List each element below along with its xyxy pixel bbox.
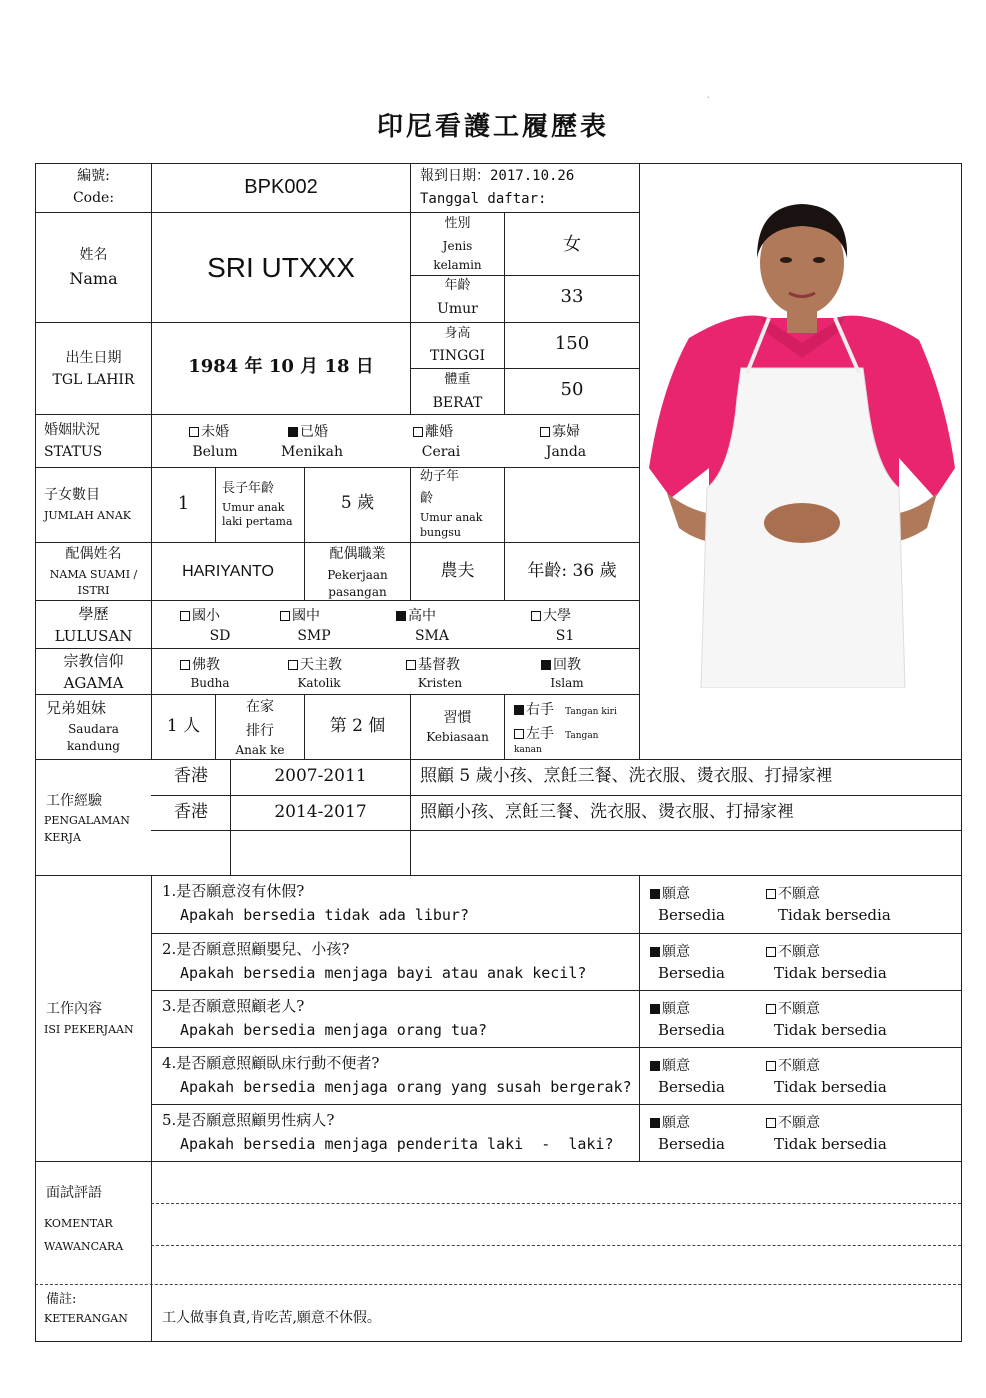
- unwilling-option: [766, 1056, 820, 1074]
- marital-option-0: [189, 422, 229, 440]
- marital-label-zh: 婚姻狀況: [44, 422, 100, 438]
- marital-checkbox-3[interactable]: [540, 427, 550, 437]
- willing-zh: 願意: [662, 944, 690, 960]
- experience-years: 2014-2017: [274, 802, 367, 822]
- marital-option-2: [413, 422, 453, 440]
- unwilling-id: Tidak bersedia: [774, 964, 887, 982]
- name-value: SRI UTXXX: [207, 252, 355, 283]
- spouse-job-label-zh: 配偶職業: [329, 546, 386, 562]
- unwilling-zh: 不願意: [778, 886, 820, 902]
- willing-id: Bersedia: [658, 1021, 725, 1039]
- unwilling-zh: 不願意: [778, 1001, 820, 1017]
- marital-option-zh: 未婚: [201, 424, 229, 440]
- remarks-label-zh: 備註:: [46, 1292, 77, 1307]
- education-option-id: S1: [555, 628, 575, 644]
- work-label-zh: 工作內容: [46, 1001, 102, 1017]
- religion-option-zh: 天主教: [300, 657, 342, 673]
- experience-place: 香港: [174, 802, 208, 822]
- unwilling-zh: 不願意: [778, 944, 820, 960]
- willing-checkbox[interactable]: [650, 947, 660, 957]
- unwilling-zh: 不願意: [778, 1058, 820, 1074]
- willing-zh: 願意: [662, 1001, 690, 1017]
- education-checkbox-1[interactable]: [280, 611, 290, 621]
- question-zh: 2.是否願意照顧嬰兒、小孩?: [162, 940, 350, 958]
- education-option-zh: 大學: [543, 608, 571, 624]
- willing-zh: 願意: [662, 1058, 690, 1074]
- weight-value: 50: [560, 379, 584, 400]
- religion-option-zh: 佛教: [192, 657, 220, 673]
- unwilling-option: [766, 942, 820, 960]
- question-id: Apakah bersedia menjaga bayi atau anak kecil?: [180, 964, 587, 982]
- willing-id: Bersedia: [658, 964, 725, 982]
- unwilling-zh: 不願意: [778, 1115, 820, 1131]
- children-label-zh: 子女數目: [44, 487, 100, 503]
- question-zh: 5.是否願意照顧男性病人?: [162, 1111, 335, 1129]
- right-hand-checkbox[interactable]: [514, 705, 524, 715]
- willing-checkbox[interactable]: [650, 1004, 660, 1014]
- eldest-label-zh: 長子年齡: [222, 481, 275, 496]
- siblings-count: 1 人: [166, 716, 201, 736]
- religion-option-id: Islam: [550, 676, 584, 690]
- question-id: Apakah bersedia menjaga orang tua?: [180, 1021, 488, 1039]
- religion-option-id: Budha: [190, 676, 230, 690]
- religion-checkbox-1[interactable]: [288, 660, 298, 670]
- marital-option-id: Janda: [545, 444, 587, 460]
- unwilling-option: [766, 999, 820, 1017]
- siblings-label-zh: 兄弟姐妹: [46, 699, 107, 717]
- siblings-label-id2: kandung: [67, 739, 120, 753]
- left-hand-zh: 左手: [526, 726, 554, 742]
- experience-place: 香港: [174, 766, 208, 786]
- marital-option-zh: 寡婦: [552, 424, 580, 440]
- marital-checkbox-2[interactable]: [413, 427, 423, 437]
- eldest-label-id1: Umur anak: [222, 501, 285, 514]
- spouse-label-zh: 配偶姓名: [65, 546, 122, 562]
- unwilling-id: Tidak bersedia: [774, 1135, 887, 1153]
- right-hand-option: [514, 700, 617, 718]
- willing-zh: 願意: [662, 886, 690, 902]
- height-label-zh: 身高: [444, 326, 471, 341]
- interview-label-id2: WAWANCARA: [44, 1240, 124, 1253]
- question-id: Apakah bersedia tidak ada libur?: [180, 906, 469, 924]
- question-zh: 3.是否願意照顧老人?: [162, 997, 305, 1015]
- marital-checkbox-1[interactable]: [288, 427, 298, 437]
- siblings-label-id1: Saudara: [68, 722, 119, 736]
- weight-label-zh: 體重: [444, 372, 471, 387]
- education-option-0: [180, 606, 220, 624]
- spouse-age: 年齡: 36 歲: [527, 561, 617, 581]
- religion-label-zh: 宗教信仰: [63, 652, 124, 670]
- education-checkbox-2[interactable]: [396, 611, 406, 621]
- question-id: Apakah bersedia menjaga penderita laki - laki?: [180, 1135, 614, 1153]
- youngest-label-id1: Umur anak: [420, 511, 483, 524]
- remarks-value: 工人做事負責,肯吃苦,願意不休假。: [162, 1310, 381, 1326]
- willing-id: Bersedia: [658, 906, 725, 924]
- applicant-photo: [649, 168, 955, 688]
- birth-label-zh: 出生日期: [65, 350, 122, 366]
- spouse-job-label-id2: pasangan: [328, 585, 387, 599]
- education-option-id: SMP: [297, 628, 331, 644]
- left-hand-id1: Tangan: [565, 731, 599, 741]
- willing-id: Bersedia: [658, 1135, 725, 1153]
- experience-years: 2007-2011: [274, 766, 367, 786]
- youngest-label-id2: bungsu: [420, 526, 461, 539]
- eldest-label-id2: laki pertama: [222, 515, 293, 528]
- spouse-job-label-id1: Pekerjaan: [327, 568, 388, 582]
- question-zh: 1.是否願意沒有休假?: [162, 882, 305, 900]
- willing-checkbox[interactable]: [650, 1061, 660, 1071]
- code-label-id: Code:: [72, 190, 115, 206]
- willing-option: [650, 884, 690, 902]
- birth-value: 1984 年 10 月 18 日: [188, 356, 374, 377]
- education-label-zh: 學歷: [78, 605, 109, 623]
- unwilling-option: [766, 1113, 820, 1131]
- spouse-label-id1: NAMA SUAMI /: [49, 568, 138, 581]
- unwilling-id: Tidak bersedia: [774, 1078, 887, 1096]
- gender-value: 女: [563, 234, 581, 255]
- spouse-label-id2: ISTRI: [77, 584, 110, 597]
- experience-label-zh: 工作經驗: [46, 793, 102, 809]
- unwilling-id: Tidak bersedia: [778, 906, 891, 924]
- unwilling-id: Tidak bersedia: [774, 1021, 887, 1039]
- marital-label-id: STATUS: [44, 444, 103, 460]
- weight-label-id: BERAT: [432, 395, 483, 411]
- religion-option-id: Katolik: [297, 676, 341, 690]
- code-label-zh: 編號:: [77, 168, 110, 184]
- left-hand-id2: kanan: [514, 745, 542, 755]
- willing-id: Bersedia: [658, 1078, 725, 1096]
- unwilling-option: [766, 884, 820, 902]
- gender-label-zh: 性別: [444, 216, 471, 231]
- interview-label-zh: 面試評語: [46, 1185, 102, 1201]
- gender-label-id1: Jenis: [442, 239, 473, 253]
- name-label-zh: 姓名: [79, 247, 108, 263]
- birth-label-id: TGL LAHIR: [52, 372, 135, 388]
- education-option-zh: 國中: [292, 608, 320, 624]
- willing-option: [650, 942, 690, 960]
- religion-option-id: Kristen: [417, 676, 463, 690]
- name-label-id: Nama: [69, 269, 118, 288]
- rank-value: 第 2 個: [329, 716, 386, 736]
- spouse-job: 農夫: [440, 561, 475, 581]
- religion-checkbox-0[interactable]: [180, 660, 190, 670]
- age-label-zh: 年齡: [444, 278, 471, 293]
- rank-label-zh2: 排行: [246, 723, 274, 739]
- willing-zh: 願意: [662, 1115, 690, 1131]
- right-hand-zh: 右手: [526, 702, 554, 718]
- marital-option-zh: 離婚: [425, 424, 453, 440]
- religion-label-id: AGAMA: [63, 674, 124, 692]
- code-value: BPK002: [244, 176, 318, 198]
- marital-option-3: [540, 422, 580, 440]
- willing-option: [650, 999, 690, 1017]
- report-date-label: 報到日期：2017.10.26: [420, 168, 575, 184]
- rank-label-id: Anak ke: [235, 743, 285, 757]
- habit-label-id: Kebiasaan: [426, 730, 489, 744]
- education-option-3: [531, 606, 571, 624]
- eldest-value: 5 歲: [340, 493, 375, 513]
- unwilling-checkbox[interactable]: [766, 1118, 776, 1128]
- unwilling-checkbox[interactable]: [766, 1004, 776, 1014]
- religion-option-zh: 回教: [553, 657, 581, 673]
- marital-option-zh: 已婚: [300, 424, 328, 440]
- religion-option-3: [541, 655, 581, 673]
- religion-option-zh: 基督教: [418, 657, 460, 673]
- youngest-label-zh1: 幼子年: [420, 469, 460, 484]
- willing-checkbox[interactable]: [650, 1118, 660, 1128]
- question-zh: 4.是否願意照顧臥床行動不便者?: [162, 1054, 380, 1072]
- education-option-zh: 高中: [408, 608, 436, 624]
- education-option-2: [396, 606, 436, 624]
- unwilling-checkbox[interactable]: [766, 1061, 776, 1071]
- spouse-name: HARIYANTO: [182, 563, 274, 580]
- remarks-label-id: KETERANGAN: [44, 1312, 128, 1325]
- question-id: Apakah bersedia menjaga orang yang susah bergerak?: [180, 1078, 632, 1096]
- work-label-id: ISI PEKERJAAN: [44, 1023, 134, 1036]
- willing-option: [650, 1113, 690, 1131]
- children-label-id: JUMLAH ANAK: [44, 509, 132, 522]
- religion-option-2: [406, 655, 460, 673]
- religion-option-1: [288, 655, 342, 673]
- marital-option-1: [288, 422, 328, 440]
- unwilling-checkbox[interactable]: [766, 947, 776, 957]
- marital-checkbox-0[interactable]: [189, 427, 199, 437]
- education-option-id: SMA: [414, 628, 450, 644]
- education-checkbox-3[interactable]: [531, 611, 541, 621]
- religion-checkbox-3[interactable]: [541, 660, 551, 670]
- rank-label-zh1: 在家: [246, 699, 274, 715]
- report-date-label-id: Tanggal daftar:: [420, 191, 547, 207]
- height-label-id: TINGGI: [429, 348, 485, 364]
- gender-label-id2: kelamin: [433, 258, 482, 272]
- left-hand-option: [514, 724, 598, 742]
- experience-duty: 照顧 5 歲小孩、烹飪三餐、洗衣服、燙衣服、打掃家裡: [420, 766, 833, 786]
- experience-label-id2: KERJA: [44, 831, 81, 844]
- marital-option-id: Menikah: [281, 444, 343, 460]
- education-checkbox-0[interactable]: [180, 611, 190, 621]
- youngest-label-zh2: 齡: [420, 491, 434, 506]
- religion-checkbox-2[interactable]: [406, 660, 416, 670]
- religion-option-0: [180, 655, 220, 673]
- right-hand-id: Tangan kiri: [565, 707, 617, 717]
- interview-label-id1: KOMENTAR: [44, 1217, 113, 1230]
- marital-option-id: Belum: [192, 444, 238, 460]
- education-label-id: LULUSAN: [54, 627, 133, 645]
- age-value: 33: [560, 286, 584, 307]
- height-value: 150: [554, 333, 590, 354]
- education-option-id: SD: [209, 628, 231, 644]
- experience-label-id1: PENGALAMAN: [44, 814, 130, 827]
- willing-checkbox[interactable]: [650, 889, 660, 899]
- experience-duty: 照顧小孩、烹飪三餐、洗衣服、燙衣服、打掃家裡: [420, 802, 794, 822]
- education-option-1: [280, 606, 320, 624]
- age-label-id: Umur: [437, 301, 478, 317]
- willing-option: [650, 1056, 690, 1074]
- left-hand-checkbox[interactable]: [514, 729, 524, 739]
- page-title: 印尼看護工履歷表: [376, 112, 609, 142]
- habit-label-zh: 習慣: [443, 710, 472, 726]
- education-option-zh: 國小: [192, 608, 220, 624]
- children-count: 1: [177, 493, 190, 514]
- unwilling-checkbox[interactable]: [766, 889, 776, 899]
- marital-option-id: Cerai: [421, 444, 461, 460]
